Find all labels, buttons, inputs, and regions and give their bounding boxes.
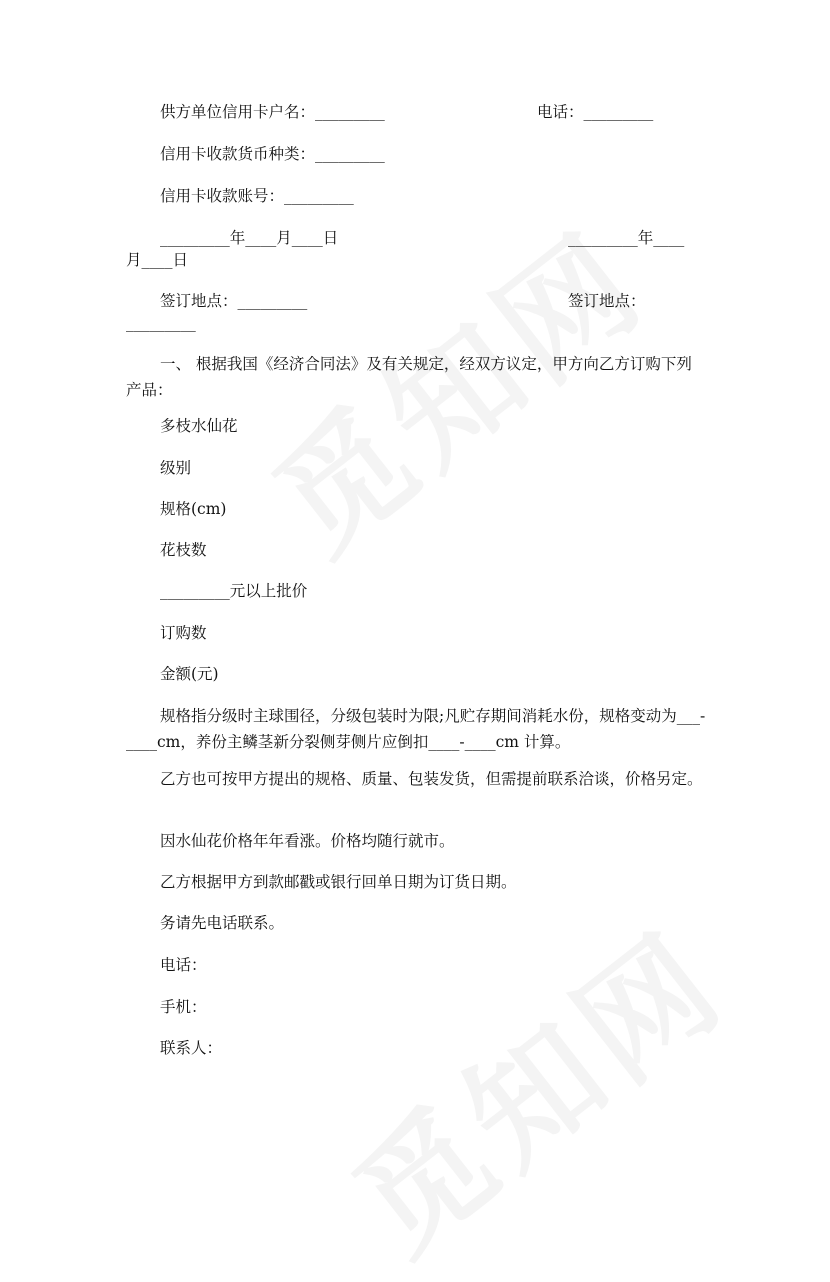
spec-label: 规格(cm) xyxy=(160,500,227,518)
watermark-bottom xyxy=(367,953,714,1232)
currency-type-line: 信用卡收款货币种类：_________ xyxy=(160,145,385,163)
alt-note-paragraph xyxy=(126,766,706,792)
date-line-continuation: 月____日 xyxy=(126,251,189,269)
account-number-line: 信用卡收款账号：_________ xyxy=(160,187,354,205)
order-date-note: 乙方根据甲方到款邮戳或银行回单日期为订货日期。 xyxy=(160,873,517,891)
supplier-account-name-line: 供方单位信用卡户名：_________ xyxy=(160,103,385,121)
date-line-right: _________年____ xyxy=(568,229,685,247)
signing-place-continuation: _________ xyxy=(126,314,196,332)
call-first-note: 务请先电话联系。 xyxy=(160,914,285,932)
signing-place-left: 签订地点：_________ xyxy=(160,292,308,310)
product-name: 多枝水仙花 xyxy=(160,417,238,435)
alt-note-text: 乙方也可按甲方提出的规格、质量、包装发货，但需提前联系洽谈，价格另定。 xyxy=(160,770,703,788)
spec-note-paragraph xyxy=(126,703,706,755)
clause-1-text: 一、 根据我国《经济合同法》及有关规定，经双方议定，甲方向乙方订购下列产品： xyxy=(126,355,692,399)
order-quantity-label: 订购数 xyxy=(160,624,207,642)
contact-person-label: 联系人： xyxy=(160,1039,223,1057)
amount-label: 金额(元) xyxy=(160,665,219,683)
clause-1 xyxy=(126,351,706,403)
mobile-label: 手机： xyxy=(160,998,207,1016)
telephone-label: 电话： xyxy=(160,956,207,974)
stem-count-label: 花枝数 xyxy=(160,541,207,559)
date-line-left: _________年____月____日 xyxy=(160,229,339,247)
price-note: 因水仙花价格年年看涨。价格均随行就市。 xyxy=(160,832,455,850)
supplier-phone-line: 电话：_________ xyxy=(537,103,654,121)
grade-label: 级别 xyxy=(160,459,192,477)
wholesale-price-line: _________元以上批价 xyxy=(160,582,308,600)
spec-note-text: 规格指分级时主球围径，分级包装时为限;凡贮存期间消耗水份，规格变动为___-____cm，养份主鳞茎新分裂侧芽侧片应倒扣____-____cm 计算。 xyxy=(126,707,706,751)
signing-place-right: 签订地点： xyxy=(568,292,646,310)
